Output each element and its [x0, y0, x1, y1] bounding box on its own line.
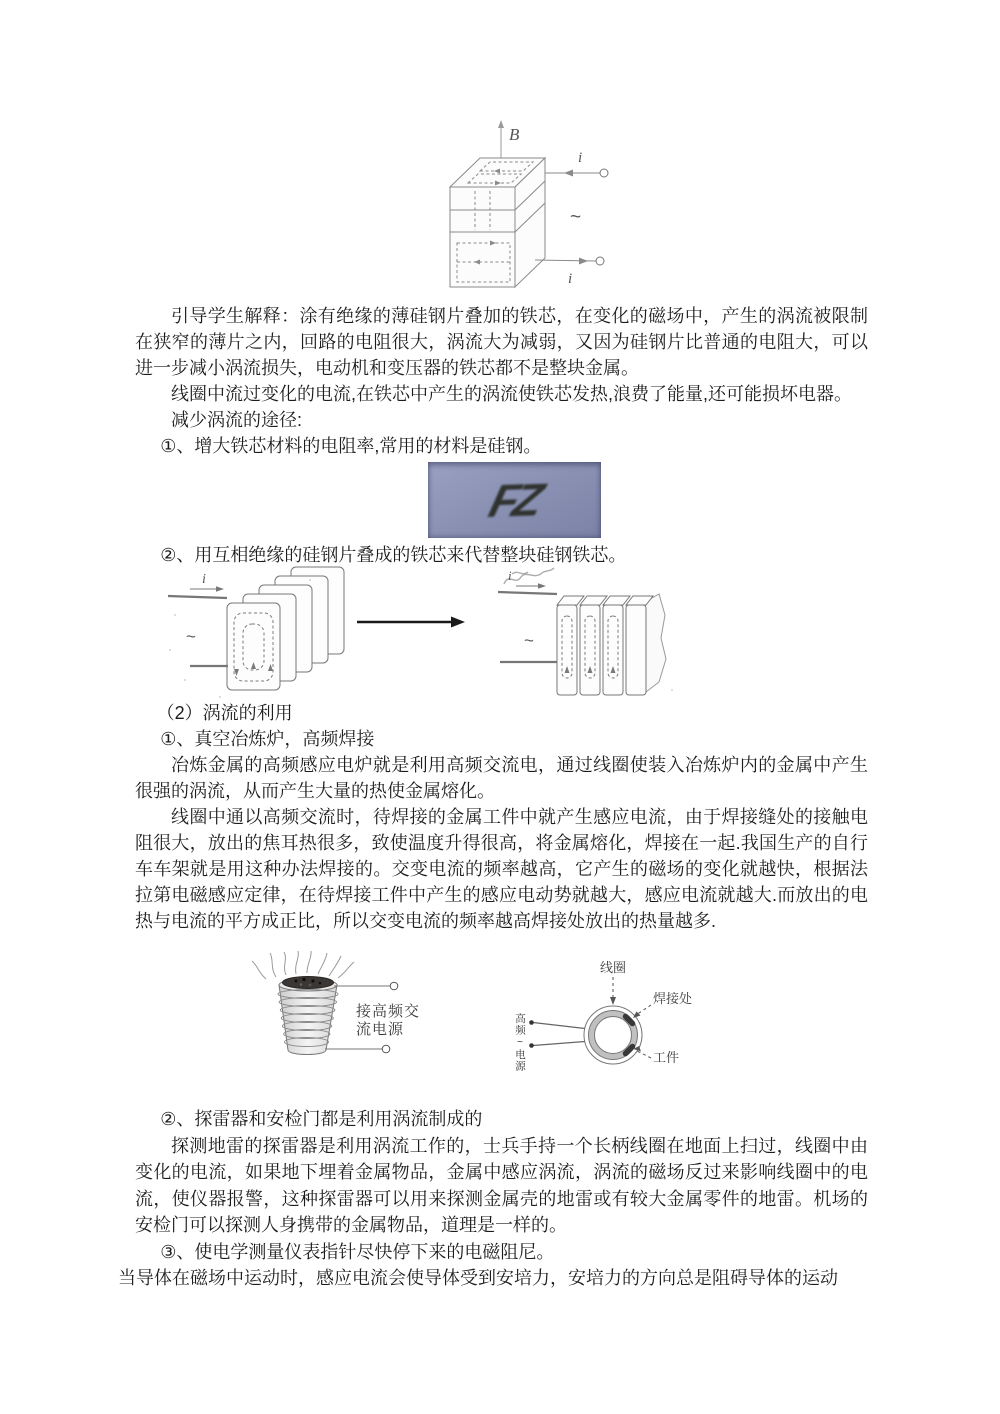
ac-symbol-left: ~ [186, 627, 196, 646]
paragraph-ampere-force: 当导体在磁场中运动时，感应电流会使导体受到安培力，安培力的方向总是阻碍导体的运动 [118, 1268, 838, 1288]
leads-right [498, 583, 557, 662]
text-block-uses [135, 700, 868, 934]
weld-spot-pointer [633, 1005, 651, 1018]
item-increase-resistivity: ①、增大铁芯材料的电阻率,常用的材料是硅钢。 [160, 436, 542, 456]
paragraph-explain: 引导学生解释：涂有绝缘的薄硅钢片叠加的铁芯，在变化的磁场中，产生的涡流被限制在狭窄的薄片之内，回路的电阻很大，涡流大为减弱，又因为硅钢片比普通的电阻大，可以进一步减小涡流损失，电动机和变压器的铁芯都不是整块金属。 [135, 306, 868, 378]
text-block-detector [118, 1106, 868, 1292]
solid-core-left [227, 567, 344, 690]
item-laminated-core: ②、用互相绝缘的硅钢片叠成的铁芯来代替整块硅钢铁芯。 [160, 545, 627, 565]
hf-ac-label-line1: 接高频交 [356, 1003, 421, 1020]
current-label-top: i [578, 150, 583, 166]
paragraph-coil-heating: 线圈中流过变化的电流,在铁芯中产生的涡流使铁芯发热,浪费了能量,还可能损坏电器。 [171, 384, 852, 404]
current-label-left: i [202, 572, 206, 587]
current-label-bottom: i [568, 271, 573, 287]
transform-arrow [357, 617, 465, 628]
photo-logo-text: FZ [484, 473, 545, 527]
paragraph-mine-detector: 探测地雷的探雷器是利用涡流工作的，士兵手持一个长柄线圈在地面上扫过，线圈中由变化的电流，如果地下埋着金属物品，金属中感应涡流，涡流的磁场反过来影响线圈中的电流，使仪器报警，这种探雷器可以用来探测金属壳的地雷或有较大金属零件的地雷。机场的安检门可以探测人身携带的金属物品，道理是一样的。 [135, 1135, 868, 1235]
laminated-core-right [557, 594, 666, 695]
coil-label: 线圈 [599, 960, 627, 975]
weld-spot-label: 焊接处 [653, 991, 693, 1006]
b-field-label: B [509, 125, 520, 144]
power-leads [529, 1020, 585, 1048]
paragraph-induction-furnace: 冶炼金属的高频感应电炉就是利用高频交流电，通过线圈使装入冶炼炉内的金属中产生很强的涡流，从而产生大量的热使金属熔化。 [135, 755, 868, 801]
item-detector-security: ②、探雷器和安检门都是利用涡流制成的 [160, 1109, 483, 1129]
molten-metal [283, 977, 334, 989]
workpiece-label: 工件 [653, 1050, 680, 1065]
coil-pointer [610, 977, 616, 1005]
paragraph-reduce-methods: 减少涡流的途径: [171, 410, 303, 430]
figure-hf-welding [500, 945, 720, 1080]
hf-power-vertical-label: 高频~电源 [514, 1013, 526, 1072]
heading-eddy-current-uses: （2）涡流的利用 [156, 703, 293, 723]
paragraph-hf-welding: 线圈中通以高频交流时，待焊接的金属工件中就产生感应电流，由于焊接缝处的接触电阻很大，放出的焦耳热很多，致使温度升得很高，将金属熔化，焊接在一起.我国生产的自行车车架就是用这种办法焊接的。交变电流的频率越高，它产生的磁场的变化就越快，根据法拉第电磁感应定律，在待焊接工件中产生的感应电动势就越大，感应电流就越大.而放出的电热与电流的平方成正比，所以交变电流的频率越高焊接处放出的热量越多. [135, 807, 868, 931]
hf-ac-label-line2: 流电源 [356, 1021, 405, 1038]
heat-waves [252, 951, 354, 979]
figure-lamination-comparison [160, 560, 680, 705]
current-label-right: i [508, 568, 512, 583]
text-block-intro [135, 303, 868, 459]
figure-induction-furnace [230, 950, 480, 1090]
ac-symbol: ~ [570, 207, 582, 228]
leads-left [168, 586, 228, 666]
core-block [450, 158, 545, 287]
ac-symbol-right: ~ [524, 631, 534, 650]
silicon-steel-photo [428, 462, 601, 538]
item-furnace-welding: ①、真空冶炼炉，高频焊接 [160, 729, 375, 749]
figure-laminated-core-3d [430, 110, 680, 300]
coil-and-workpiece [584, 1006, 642, 1064]
item-em-damping: ③、使电学测量仪表指针尽快停下来的电磁阻尼。 [160, 1241, 555, 1262]
